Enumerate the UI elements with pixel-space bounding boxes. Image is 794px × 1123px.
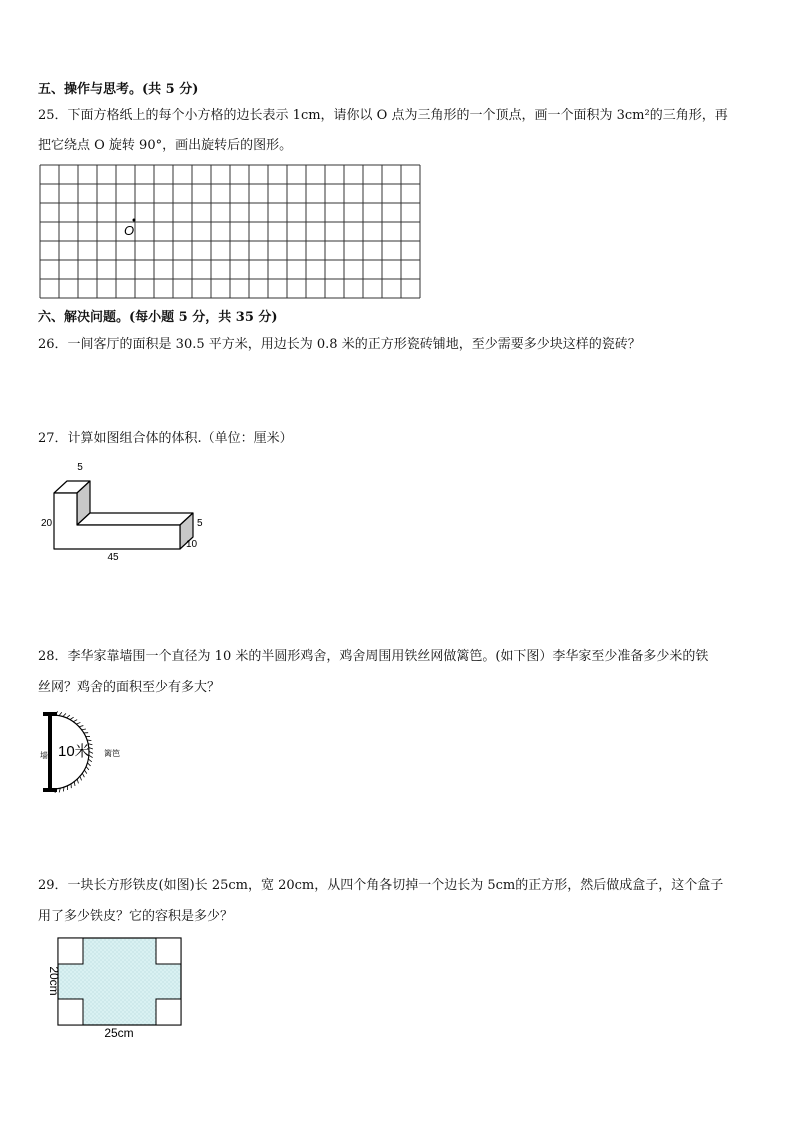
question-27: 27．计算如图组合体的体积.（单位：厘米） [38, 431, 293, 446]
diameter-label: 10米 [58, 743, 90, 760]
dimension-right: 5 [197, 518, 203, 529]
base-top-face [77, 513, 193, 525]
fence-hatch-mark [70, 717, 74, 719]
section-5-heading: 五、操作与思考。(共 5 分) [38, 82, 199, 97]
fence-hatch-mark [80, 776, 82, 780]
question-28-line-2: 丝网？鸡舍的面积至少有多大？ [38, 680, 221, 695]
width-label: 25cm [104, 1026, 134, 1040]
section-6-heading: 六、解决问题。(每小题 5 分，共 35 分) [38, 310, 278, 325]
corner-cut-bottom-left [58, 999, 83, 1025]
corner-cut-bottom-right [156, 999, 181, 1025]
point-o [133, 219, 136, 222]
iron-sheet-figure [38, 933, 188, 1043]
question-28-line-1: 28．李华家靠墙围一个直径为 10 米的半圆形鸡舍，鸡舍周围用铁丝网做篱笆。(如下图）李华家至少准备多少米的铁 [38, 649, 709, 664]
wall-label: 墙 [40, 751, 48, 760]
fence-hatch-mark [73, 720, 77, 722]
fence-hatch-mark [74, 782, 75, 786]
fence-hatch-mark [87, 763, 90, 766]
dimension-depth: 10 [186, 539, 198, 550]
fence-hatch-mark [59, 712, 62, 715]
square-grid-figure [38, 163, 422, 301]
wall [48, 713, 52, 791]
semicircle-coop-figure [38, 708, 138, 798]
dimension-bottom: 45 [107, 552, 119, 563]
fence-hatch-mark [79, 726, 83, 727]
question-29-line-1: 29．一块长方形铁皮(如图)长 25cm，宽 20cm，从四个角各切掉一个边长为 5cm的正方形，然后做成盒子，这个盒子 [38, 878, 724, 893]
dimension-top: 5 [77, 462, 83, 473]
fence-hatch-mark [66, 715, 69, 718]
l-shaped-solid-figure [38, 455, 218, 565]
question-25-line-1: 25．下面方格纸上的每个小方格的边长表示 1cm，请你以 O 点为三角形的一个顶点，画一个面积为 3cm²的三角形，再 [38, 108, 728, 123]
corner-cut-top-left [58, 938, 83, 964]
fence-hatch-mark [84, 770, 86, 774]
corner-cut-top-right [156, 938, 181, 964]
fence-hatch-mark [86, 766, 89, 769]
fence-label: 篱笆 [104, 749, 120, 758]
height-label: 20cm [47, 966, 61, 996]
fence-hatch-mark [82, 729, 86, 730]
fence-hatch-mark [76, 722, 80, 724]
fence-hatch-mark [77, 779, 78, 783]
question-29-line-2: 用了多少铁皮？它的容积是多少？ [38, 909, 234, 924]
question-25-line-2: 把它绕点 O 旋转 90°，画出旋转后的图形。 [38, 138, 293, 153]
fence-hatch-mark [63, 713, 66, 716]
fence-hatch-mark [82, 773, 84, 777]
dimension-left: 20 [41, 518, 53, 529]
point-o-label: O [124, 223, 135, 238]
question-26: 26．一间客厅的面积是 30.5 平方米，用边长为 0.8 米的正方形瓷砖铺地，至少需要多少块这样的瓷砖？ [38, 337, 641, 352]
